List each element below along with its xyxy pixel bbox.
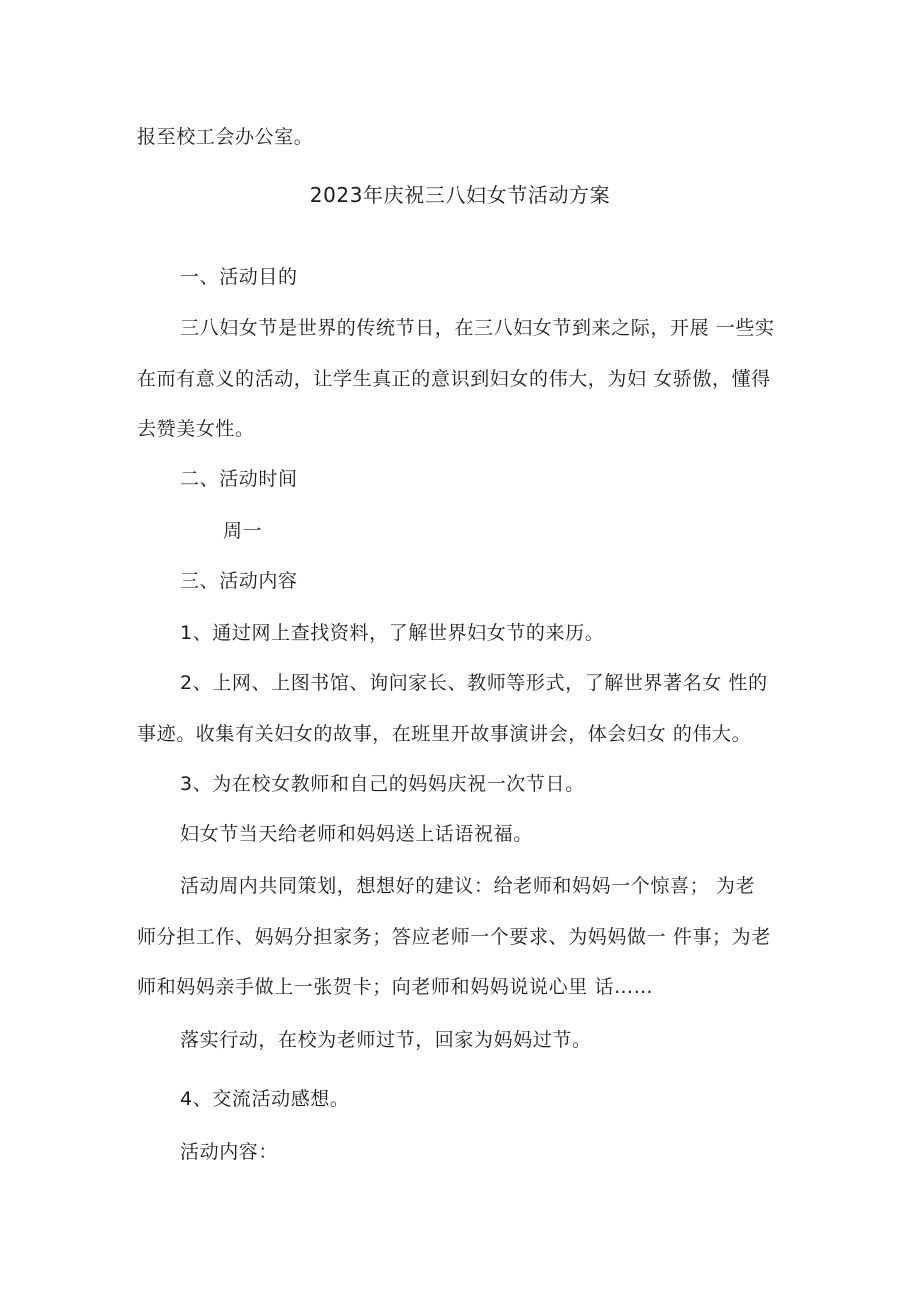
section-heading-purpose: 一、活动目的 [180,266,298,288]
paragraph-line: 在而有意义的活动，让学生真正的意识到妇女的伟大，为妇 女骄傲，懂得 [137,368,771,390]
paragraph-line: 去赞美女性。 [137,418,255,440]
paragraph-line: 妇女节当天给老师和妈妈送上话语祝福。 [180,823,533,845]
section-heading-content: 三、活动内容 [180,570,298,592]
paragraph-line: 落实行动，在校为老师过节，回家为妈妈过节。 [180,1029,592,1051]
list-item: 4、交流活动感想。 [180,1088,350,1110]
section-heading-time: 二、活动时间 [180,468,298,490]
list-item: 3、为在校女教师和自己的妈妈庆祝一次节日。 [180,773,585,795]
paragraph-line: 周一 [223,520,263,542]
list-item: 1、通过网上查找资料，了解世界妇女节的来历。 [180,622,605,644]
lead-line: 报至校工会办公室。 [137,126,314,148]
paragraph-line: 活动内容： [180,1141,279,1163]
list-item: 2、上网、上图书馆、询问家长、教师等形式，了解世界著名女 性的 [180,672,768,694]
paragraph-line: 师分担工作、妈妈分担家务；答应老师一个要求、为妈妈做一 件事；为老 [137,926,771,948]
paragraph-line: 事迹。收集有关妇女的故事，在班里开故事演讲会，体会妇女 的伟大。 [137,723,752,745]
paragraph-line: 师和妈妈亲手做上一张贺卡；向老师和妈妈说说心里 话…… [137,976,654,998]
document-title: 2023年庆祝三八妇女节活动方案 [309,183,611,207]
paragraph-line: 三八妇女节是世界的传统节日，在三八妇女节到来之际，开展 一些实 [180,317,775,339]
paragraph-line: 活动周内共同策划，想想好的建议：给老师和妈妈一个惊喜； 为老 [180,875,756,897]
